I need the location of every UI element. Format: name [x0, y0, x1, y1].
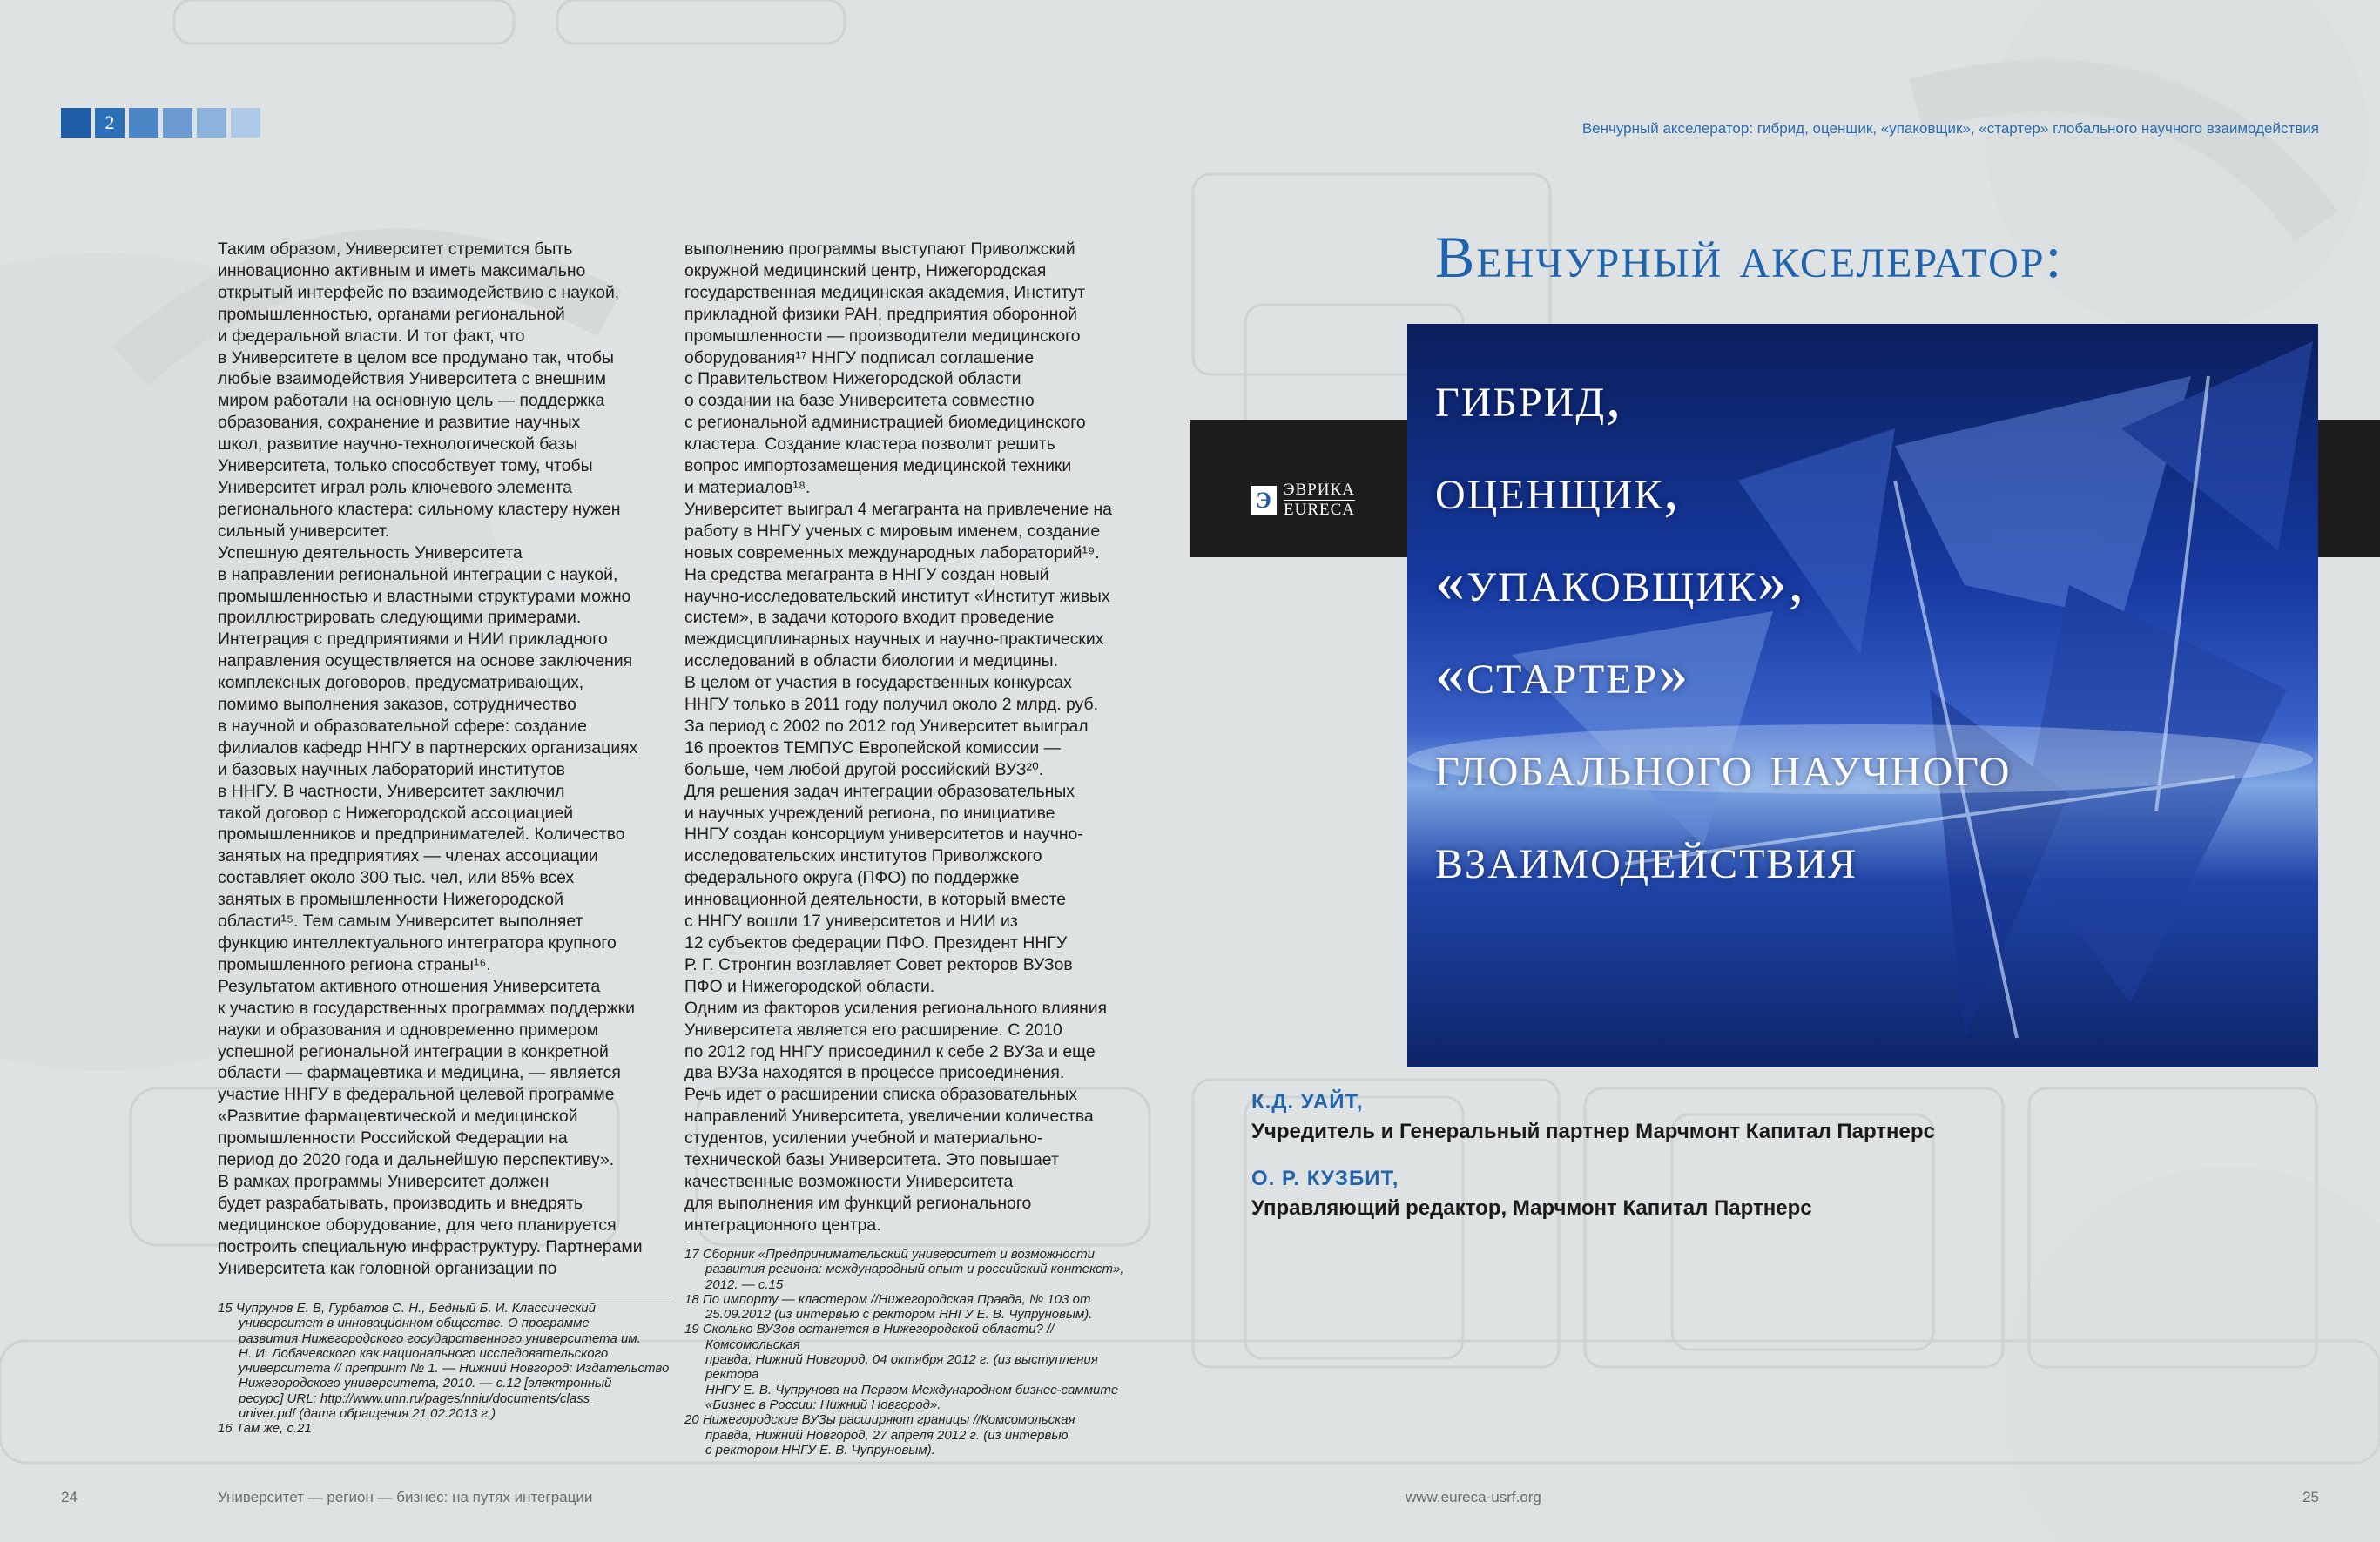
text-line: помимо выполнения заказов, сотрудничество	[218, 695, 576, 715]
text-line: федерального округа (ПФО) по поддержке	[684, 868, 1020, 888]
text-line: Интеграция с предприятиями и НИИ прикладного	[218, 630, 608, 650]
paragraph	[218, 239, 671, 542]
logo-mark: Э	[1251, 486, 1277, 515]
text-line: 25.09.2012 (из интервью с ректором ННГУ Е. В. Чупруновым).	[705, 1307, 1093, 1323]
text-line: развития Нижегородского государственного университета им.	[239, 1330, 641, 1346]
paragraph	[218, 976, 671, 1171]
text-line: промышленности Российской Федерации на	[218, 1128, 568, 1148]
text-line: студентов, усилении учебной и материально-	[684, 1128, 1043, 1148]
text-line: любые взаимодействия Университета с внешним	[218, 369, 606, 389]
paragraph	[218, 542, 671, 630]
text-line: промышленностью и властными структурами можно	[218, 586, 631, 606]
footnote	[684, 1412, 1137, 1458]
paragraph	[684, 239, 1146, 499]
text-line: междисциплинарных научных и научно-практических	[684, 630, 1104, 650]
text-line: в направлении региональной интеграции с наукой,	[218, 564, 618, 584]
text-line: 18 По импорту — кластером //Нижегородская Правда, № 103 от	[684, 1291, 1091, 1307]
text-line: школ, развитие научно-технологической базы	[218, 434, 578, 455]
text-line: открытый интерфейс по взаимодействию с наукой,	[218, 282, 620, 302]
text-line: период до 2020 года и дальнейшую перспективу».	[218, 1150, 615, 1170]
text-line: развития региона: международный опыт и российский контекст»,	[705, 1262, 1124, 1277]
author-role: Управляющий редактор, Марчмонт Капитал Партнерс	[1251, 1196, 1812, 1220]
text-line: качественные возможности Университета	[684, 1171, 1014, 1191]
text-line: В рамках программы Университет должен	[218, 1171, 549, 1191]
text-line: 17 Сборник «Предпринимательский университет и возможности	[684, 1247, 1095, 1262]
chapter-square	[231, 108, 260, 138]
text-line: области — фармацевтика и медицина, — является	[218, 1063, 621, 1083]
text-line: окружной медицинский центр, Нижегородская	[684, 260, 1047, 280]
text-line: вопрос импортозамещения медицинской техники	[684, 456, 1072, 476]
footnote	[684, 1292, 1137, 1323]
text-line: медицинское оборудование, для чего планируется	[218, 1215, 617, 1235]
page-number-left: 24	[61, 1489, 78, 1505]
text-line: в научной и образовательной сфере: создание	[218, 716, 587, 736]
text-line: инновационно активным и иметь максимально	[218, 260, 586, 280]
text-line: Успешную деятельность Университета	[218, 542, 523, 562]
text-line: для выполнения им функций регионального	[684, 1193, 1032, 1213]
text-line: Одним из факторов усиления регионального влияния	[684, 998, 1108, 1018]
logo-line-ru: ЭВРИКА	[1284, 481, 1355, 499]
text-line: с Правительством Нижегородской области	[684, 369, 1021, 389]
logo-text	[1284, 481, 1355, 520]
text-line: два ВУЗа находятся в процессе присоединения.	[684, 1063, 1065, 1083]
text-line: Университета как головной организации по	[218, 1258, 557, 1278]
text-line: Для решения задач интеграции образовательных	[684, 781, 1075, 801]
text-line: оборудования¹⁷ ННГУ подписал соглашение	[684, 347, 1035, 367]
text-line: с ректором ННГУ Е. В. Чупруновым).	[705, 1442, 935, 1458]
text-line: На средства мегагранта в ННГУ создан новый	[684, 564, 1049, 584]
text-line: ПФО и Нижегородской области.	[684, 976, 935, 996]
chapter-square	[129, 108, 158, 138]
text-line: 20 Нижегородские ВУЗы расширяют границы //Комсомольская	[684, 1412, 1075, 1428]
hero-line-5: глобального научного	[1435, 732, 2012, 798]
text-line: univer.pdf (дата обращения 21.02.2013 г.)	[239, 1406, 496, 1422]
text-line: ресурс] URL: http://www.unn.ru/pages/nniu/documents/class_	[239, 1390, 597, 1406]
page-number-right: 25	[2302, 1489, 2319, 1505]
article-title: Венчурный акселератор:	[1435, 224, 2064, 290]
text-line: 16 Там же, с.21	[218, 1421, 312, 1437]
text-line: ННГУ создан консорциум университетов и научно-	[684, 825, 1083, 845]
hero-image	[1407, 324, 2318, 1067]
text-line: построить специальную инфраструктуру. Партнерами	[218, 1236, 643, 1256]
text-line: будет разрабатывать, производить и внедрять	[218, 1193, 583, 1213]
text-line: области¹⁵. Тем самым Университет выполняет	[218, 912, 583, 932]
text-line: в ННГУ. В частности, Университет заключил	[218, 781, 565, 801]
text-line: Н. И. Лобачевского как национального исследовательского	[239, 1345, 609, 1361]
paragraph	[684, 499, 1146, 672]
text-line: занятых на предприятиях — членах ассоциации	[218, 846, 598, 866]
paragraph	[218, 629, 671, 976]
footnote	[684, 1247, 1137, 1292]
text-line: правда, Нижний Новгород, 27 апреля 2012 г. (из интервью	[705, 1427, 1069, 1443]
hero-line-2: оценщик,	[1435, 455, 1681, 522]
text-line: комплексных договоров, предусматривающих,	[218, 673, 584, 693]
text-line: ННГУ Е. В. Чупрунова на Первом Международном бизнес-саммите	[705, 1382, 1119, 1397]
text-line: инновационной деятельности, в который вместе	[684, 890, 1067, 910]
text-line: промышленностью, органами региональной	[218, 304, 565, 324]
text-line: филиалов кафедр ННГУ в партнерских организациях	[218, 737, 638, 758]
text-line: научно-исследовательский институт «Институт живых	[684, 586, 1110, 606]
hero-subtitle	[1435, 350, 2011, 904]
running-head: Венчурный акселератор: гибрид, оценщик, «упаковщик», «стартер» глобального научного взаимодействия	[1581, 120, 2319, 137]
chapter-square	[163, 108, 192, 138]
text-line: больше, чем любой другой российский ВУЗ²⁰.	[684, 759, 1044, 779]
text-line: Университета, только способствует тому, чтобы	[218, 456, 593, 476]
text-line: в Университете в целом все продумано так, чтобы	[218, 347, 614, 367]
text-line: Университета является его расширение. С 2010	[684, 1020, 1062, 1040]
author-role: Учредитель и Генеральный партнер Марчмонт Капитал Партнерс	[1251, 1120, 1935, 1143]
author-1	[1251, 1090, 1935, 1144]
paragraph	[218, 1171, 671, 1280]
text-line: направлений Университета, увеличении количества	[684, 1107, 1094, 1127]
text-line: с региональной администрацией биомедицинского	[684, 413, 1086, 433]
text-line: промышленности — производители медицинского	[684, 326, 1081, 346]
logo-line-en: EURECA	[1284, 501, 1355, 519]
paragraph	[684, 781, 1146, 998]
text-line: 2012. — с.15	[705, 1276, 784, 1292]
text-line: миром работали на основную цель — поддержка	[218, 391, 605, 411]
chapter-square	[197, 108, 226, 138]
text-line: сильный университет.	[218, 521, 390, 541]
text-line: новых современных международных лабораторий¹⁹.	[684, 542, 1100, 562]
footer-caption: Университет — регион — бизнес: на путях интеграции	[218, 1489, 593, 1505]
text-line: систем», в задачи которого входит проведение	[684, 608, 1055, 628]
hero-line-4: «стартер»	[1435, 640, 1690, 706]
black-band-right	[2318, 420, 2380, 557]
text-line: исследований в области биологии и медицины.	[684, 651, 1058, 671]
text-line: Университет играл роль ключевого элемента	[218, 477, 572, 497]
text-line: к участию в государственных программах поддержки	[218, 998, 635, 1018]
authors	[1251, 1090, 1935, 1243]
paragraph	[684, 998, 1146, 1236]
text-line: ННГУ только в 2011 году получил около 2 млрд. руб.	[684, 695, 1098, 715]
text-line: «Бизнес в России: Нижний Новгород».	[705, 1397, 941, 1412]
text-line: прикладной физики РАН, предприятия оборонной	[684, 304, 1077, 324]
text-line: и научных учреждений региона, по инициативе	[684, 803, 1055, 823]
hero-line-6: взаимодействия	[1435, 825, 1858, 891]
hero-line-3: «упаковщик»,	[1435, 548, 1805, 614]
text-line: Речь идет о расширении списка образовательных	[684, 1085, 1078, 1105]
text-line: науки и образования и одновременно примером	[218, 1020, 598, 1040]
footer-url: www.eureca-usrf.org	[1406, 1489, 1541, 1505]
text-line: работу в ННГУ ученых с мировым именем, создание	[684, 521, 1101, 541]
text-line: и материалов¹⁸.	[684, 477, 811, 497]
paragraph	[684, 672, 1146, 781]
text-line: «Развитие фармацевтической и медицинской	[218, 1107, 578, 1127]
footnote	[218, 1301, 671, 1421]
text-line: промышленников и предпринимателей. Количество	[218, 825, 625, 845]
author-name: О. Р. КУЗБИТ,	[1251, 1167, 1399, 1190]
eureca-logo	[1251, 481, 1355, 520]
text-line: кластера. Создание кластера позволит решить	[684, 434, 1055, 455]
text-line: Университет выиграл 4 мегагранта на привлечение на	[684, 499, 1112, 519]
text-line: занятых в промышленности Нижегородской	[218, 890, 563, 910]
footnotes-right	[684, 1247, 1137, 1458]
text-line: с ННГУ вошли 17 университетов и НИИ из	[684, 912, 1018, 932]
text-line: Р. Г. Стронгин возглавляет Совет ректоров ВУЗов	[684, 954, 1073, 974]
text-line: и федеральной власти. И тот факт, что	[218, 326, 525, 346]
text-line: по 2012 год ННГУ присоединил к себе 2 ВУЗа и еще	[684, 1041, 1096, 1061]
chapter-number: 2	[95, 108, 125, 138]
chapter-square	[61, 108, 91, 138]
footnote	[218, 1421, 671, 1436]
text-line: 19 Сколько ВУЗов останется в Нижегородской области? //Комсомольская	[684, 1322, 1055, 1352]
text-line: правда, Нижний Новгород, 04 октября 2012 г. (из выступления ректора	[705, 1352, 1098, 1383]
text-line: 15 Чупрунов Е. В, Гурбатов С. Н., Бедный Б. И. Классический	[218, 1301, 596, 1316]
text-line: промышленного региона страны¹⁶.	[218, 954, 491, 974]
text-line: государственная медицинская академия, Институт	[684, 282, 1086, 302]
text-column-2	[684, 239, 1146, 1236]
text-line: За период с 2002 по 2012 год Университет выиграл	[684, 716, 1089, 736]
text-line: регионального кластера: сильному кластеру нужен	[218, 499, 621, 519]
footnotes-left	[218, 1301, 671, 1437]
text-line: 12 субъектов федерации ПФО. Президент ННГУ	[684, 933, 1068, 953]
text-line: такой договор с Нижегородской ассоциацией	[218, 803, 574, 823]
text-line: проиллюстрировать следующими примерами.	[218, 608, 582, 628]
text-line: университета // препринт № 1. — Нижний Новгород: Издательство	[239, 1361, 670, 1377]
text-column-1	[218, 239, 671, 1280]
text-line: университет в инновационном обществе. О программе	[239, 1316, 590, 1331]
text-line: и базовых научных лабораторий институтов	[218, 759, 565, 779]
text-line: 16 проектов ТЕМПУС Европейской комиссии —	[684, 737, 1062, 758]
text-line: Результатом активного отношения Университета	[218, 976, 601, 996]
text-line: функцию интеллектуального интегратора крупного	[218, 933, 617, 953]
text-line: направления осуществляется на основе заключения	[218, 651, 633, 671]
text-line: о создании на базе Университета совместно	[684, 391, 1035, 411]
text-line: успешной региональной интеграции в конкретной	[218, 1041, 609, 1061]
text-line: Нижегородского университета, 2010. — с.12 [электронный	[239, 1376, 612, 1391]
text-line: Таким образом, Университет стремится быть	[218, 239, 573, 259]
text-line: составляет около 300 тыс. чел, или 85% всех	[218, 868, 575, 888]
text-line: участие ННГУ в федеральной целевой программе	[218, 1085, 615, 1105]
author-2	[1251, 1167, 1935, 1221]
text-line: интеграционного центра.	[684, 1215, 881, 1235]
footnote	[684, 1322, 1137, 1412]
text-line: технической базы Университета. Это повышает	[684, 1150, 1059, 1170]
text-line: образования, сохранение и развитие научных	[218, 413, 581, 433]
text-line: выполнению программы выступают Приволжский	[684, 239, 1075, 259]
author-name: К.Д. УАЙТ,	[1251, 1090, 1364, 1114]
text-line: В целом от участия в государственных конкурсах	[684, 673, 1072, 693]
chapter-indicator	[61, 108, 260, 138]
hero-line-1: гибрид,	[1435, 363, 1623, 429]
text-line: исследовательских институтов Приволжского	[684, 846, 1042, 866]
